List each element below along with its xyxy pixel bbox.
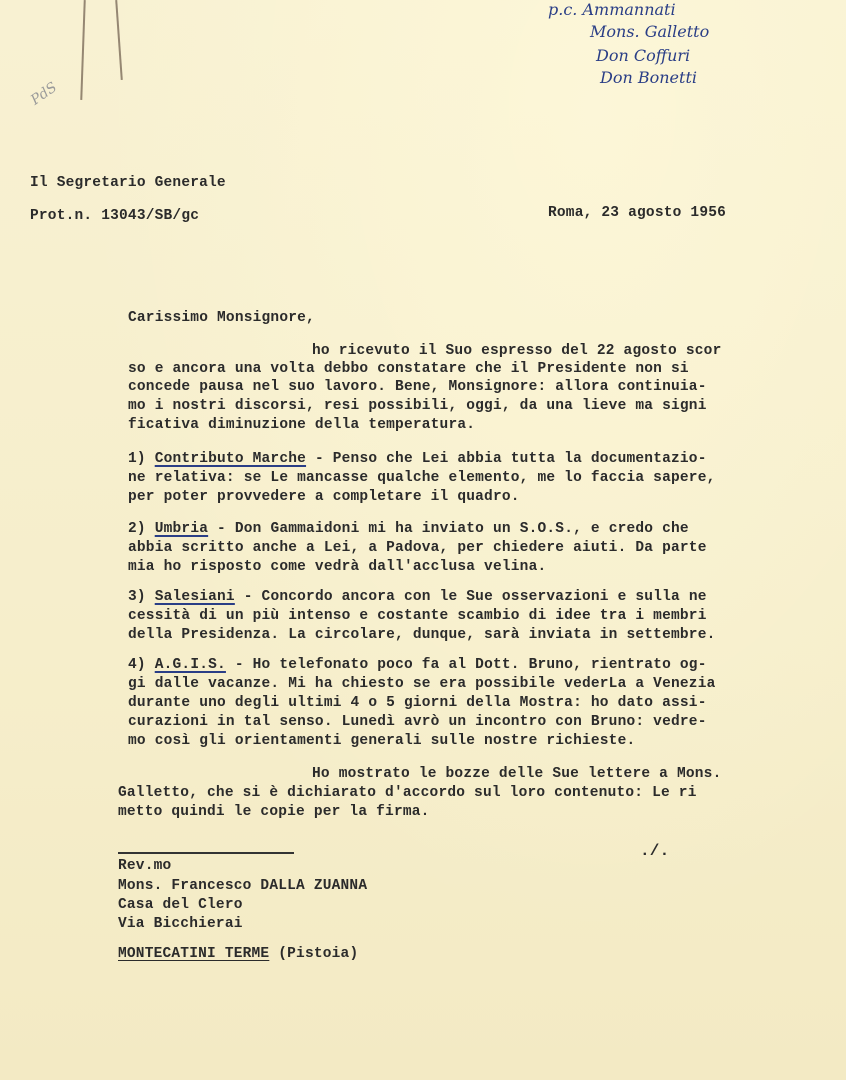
point-2-line-2: abbia scritto anche a Lei, a Padova, per chiedere aiuti. Da parte bbox=[128, 540, 707, 556]
point-3-text: - Concordo ancora con le Sue osservazioni e sulla ne bbox=[234, 589, 707, 605]
margin-mark: PdS bbox=[27, 79, 61, 109]
intro-line-2: so e ancora una volta debbo constatare che il Presidente non si bbox=[128, 361, 689, 377]
intro-line-5: ficativa diminuzione della temperatura. bbox=[128, 417, 476, 433]
point-4-text: - Ho telefonato poco fa al Dott. Bruno, rientrato og- bbox=[225, 657, 707, 673]
sender-title: Il Segretario Generale bbox=[30, 175, 226, 191]
address-org: Casa del Clero bbox=[118, 897, 243, 913]
point-4-line-4: curazioni in tal senso. Lunedì avrò un incontro con Bruno: vedre- bbox=[128, 714, 707, 730]
margin-stroke-1 bbox=[80, 0, 85, 100]
point-1-text: - Penso che Lei abbia tutta la documentazio- bbox=[306, 451, 707, 467]
point-1-line-3: per poter provvedere a completare il quadro. bbox=[128, 489, 520, 505]
point-4-line-3: durante uno degli ultimi 4 o 5 giorni della Mostra: ho dato assi- bbox=[128, 695, 707, 711]
point-2-title: Umbria bbox=[154, 521, 209, 537]
intro-line-3: concede pausa nel suo lavoro. Bene, Monsignore: allora continuia- bbox=[128, 379, 707, 395]
handwritten-note-3: Don Coffuri bbox=[596, 46, 691, 65]
intro-line-1: ho ricevuto il Suo espresso del 22 agosto scor bbox=[312, 343, 722, 359]
handwritten-note-4: Don Bonetti bbox=[600, 68, 697, 87]
point-1-number: 1) bbox=[128, 451, 146, 467]
point-4-first-line bbox=[128, 656, 707, 675]
point-2-line-3: mia ho risposto come vedrà dall'acclusa velina. bbox=[128, 559, 547, 575]
point-1-first-line bbox=[128, 450, 707, 469]
closing-line-1: Ho mostrato le bozze delle Sue lettere a Mons. bbox=[312, 766, 722, 782]
address-name: Mons. Francesco DALLA ZUANNA bbox=[118, 878, 368, 894]
point-1-line-2: ne relativa: se Le mancasse qualche elemento, me lo faccia sapere, bbox=[128, 470, 716, 486]
point-1-title: Contributo Marche bbox=[154, 451, 307, 467]
address-title: Rev.mo bbox=[118, 858, 172, 874]
point-4-line-2: gi dalle vacanze. Mi ha chiesto se era possibile vederLa a Venezia bbox=[128, 676, 716, 692]
address-separator bbox=[118, 852, 294, 854]
handwritten-note-1: p.c. Ammannati bbox=[548, 0, 676, 19]
intro-line-4: mo i nostri discorsi, resi possibili, oggi, da una lieve ma signi bbox=[128, 398, 707, 414]
handwritten-note-2: Mons. Galletto bbox=[590, 22, 710, 41]
point-3-line-2: cessità di un più intenso e costante scambio di idee tra i membri bbox=[128, 608, 707, 624]
point-2-first-line bbox=[128, 520, 689, 539]
point-4-title: A.G.I.S. bbox=[154, 657, 226, 673]
address-street: Via Bicchierai bbox=[118, 916, 243, 932]
point-4-line-5: mo così gli orientamenti generali sulle nostre richieste. bbox=[128, 733, 636, 749]
point-4-number: 4) bbox=[128, 657, 146, 673]
point-3-line-3: della Presidenza. La circolare, dunque, sarà inviata in settembre. bbox=[128, 627, 716, 643]
address-city: MONTECATINI TERME bbox=[118, 946, 270, 962]
margin-stroke-2 bbox=[115, 0, 123, 80]
place-date: Roma, 23 agosto 1956 bbox=[548, 205, 727, 221]
address-province: (Pistoia) bbox=[278, 946, 359, 962]
point-2-text: - Don Gammaidoni mi ha inviato un S.O.S., e credo che bbox=[208, 521, 689, 537]
point-2-number: 2) bbox=[128, 521, 146, 537]
closing-line-3: metto quindi le copie per la firma. bbox=[118, 804, 430, 820]
point-3-number: 3) bbox=[128, 589, 146, 605]
end-mark: ./. bbox=[640, 842, 670, 860]
address-city-line bbox=[118, 946, 358, 962]
point-3-first-line bbox=[128, 588, 707, 607]
closing-line-2: Galletto, che si è dichiarato d'accordo sul loro contenuto: Le ri bbox=[118, 785, 697, 801]
salutation: Carissimo Monsignore, bbox=[128, 310, 315, 326]
protocol-number: Prot.n. 13043/SB/gc bbox=[30, 208, 200, 224]
point-3-title: Salesiani bbox=[154, 589, 235, 605]
